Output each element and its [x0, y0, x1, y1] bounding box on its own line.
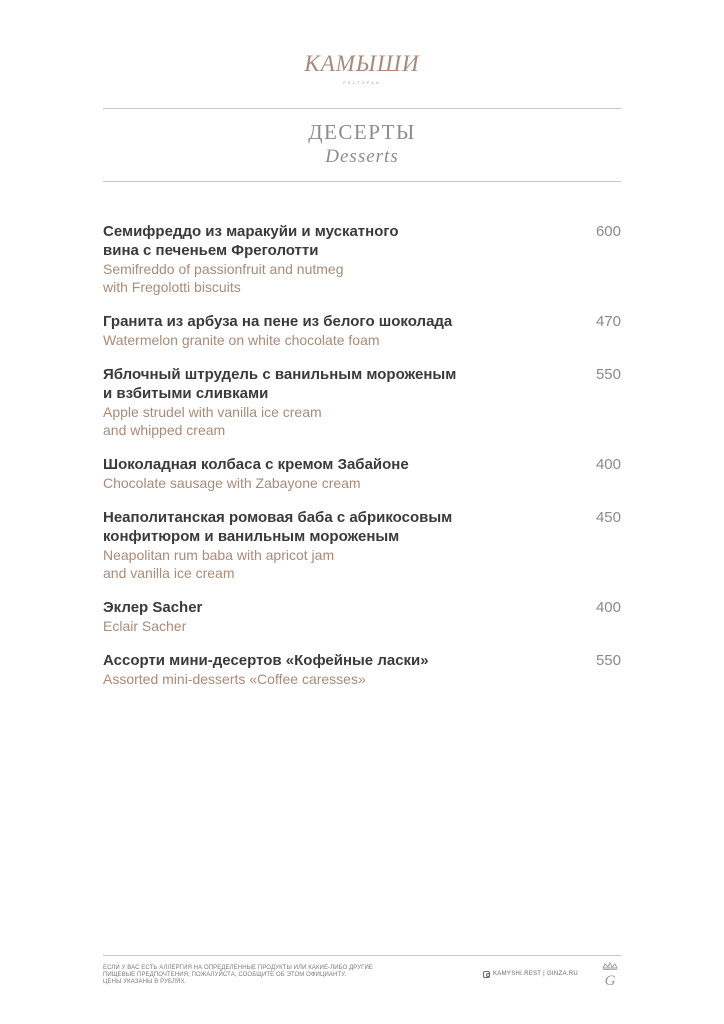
- item-name-ru: Гранита из арбуза на пене из белого шоколада: [103, 313, 453, 330]
- logo-subtext: РЕСТОРАН: [343, 80, 381, 85]
- section-heading: [0, 119, 724, 169]
- social-links[interactable]: [483, 970, 578, 978]
- item-name-ru: Эклер Sacher: [103, 599, 203, 616]
- item-name-ru: Семифреддо из маракуйи и мускатного вина с печеньем Фреголотти: [103, 223, 399, 259]
- section-title-en: Desserts: [325, 146, 399, 167]
- monogram-letter: G: [604, 973, 616, 989]
- item-name-en: Semifreddo of passionfruit and nutmeg with Fregolotti biscuits: [103, 261, 344, 295]
- restaurant-logo: [0, 50, 724, 85]
- heading-divider: [103, 181, 621, 182]
- item-name-en: Watermelon granite on white chocolate foam: [103, 332, 380, 348]
- item-price: 600: [595, 223, 621, 240]
- menu-item: [103, 312, 621, 349]
- footer-divider: [103, 955, 621, 956]
- logo-wordmark: КАМЫШИ: [304, 51, 420, 76]
- ginza-monogram-icon: [598, 962, 622, 990]
- item-price: 550: [595, 652, 621, 669]
- item-name-en: Eclair Sacher: [103, 618, 187, 634]
- item-name-en: Apple strudel with vanilla ice cream and whipped cream: [103, 404, 322, 438]
- instagram-icon: [483, 971, 490, 978]
- menu-item: [103, 222, 621, 296]
- item-price: 470: [595, 313, 621, 330]
- item-price: 450: [595, 509, 621, 526]
- item-name-en: Assorted mini-desserts «Coffee caresses»: [103, 671, 366, 687]
- menu-item: [103, 455, 621, 492]
- item-name-ru: Неаполитанская ромовая баба с абрикосовым конфитюром и ванильным мороженым: [103, 509, 453, 545]
- top-divider: [103, 108, 621, 109]
- item-name-ru: Яблочный штрудель с ванильным мороженым и взбитыми сливками: [103, 366, 457, 402]
- item-name-ru: Шоколадная колбаса с кремом Забайоне: [103, 456, 409, 473]
- menu-item: [103, 598, 621, 635]
- section-title-ru: ДЕСЕРТЫ: [308, 120, 416, 144]
- item-price: 400: [595, 599, 621, 616]
- menu-list: [103, 222, 621, 704]
- menu-item: [103, 508, 621, 582]
- item-name-en: Chocolate sausage with Zabayone cream: [103, 475, 361, 491]
- social-text[interactable]: KAMYSHI.REST | GINZA.RU: [493, 971, 579, 977]
- allergy-note: ЕСЛИ У ВАС ЕСТЬ АЛЛЕРГИЯ НА ОПРЕДЕЛЕННЫЕ ПРОДУКТЫ ИЛИ КАКИЕ-ЛИБО ДРУГИЕ ПИЩЕВЫЕ ПРЕДПОЧТЕНИЯ, ПОЖАЛУЙСТА, СООБЩИТЕ ОБ ЭТОМ ОФИЦИАНТУ. ЦЕНЫ УКАЗАНЫ В РУБЛЯХ.: [103, 965, 374, 985]
- item-price: 550: [595, 366, 621, 383]
- item-name-en: Neapolitan rum baba with apricot jam and vanilla ice cream: [103, 547, 335, 581]
- menu-item: [103, 365, 621, 439]
- item-name-ru: Ассорти мини-десертов «Кофейные ласки»: [103, 652, 429, 669]
- item-price: 400: [595, 456, 621, 473]
- menu-item: [103, 651, 621, 688]
